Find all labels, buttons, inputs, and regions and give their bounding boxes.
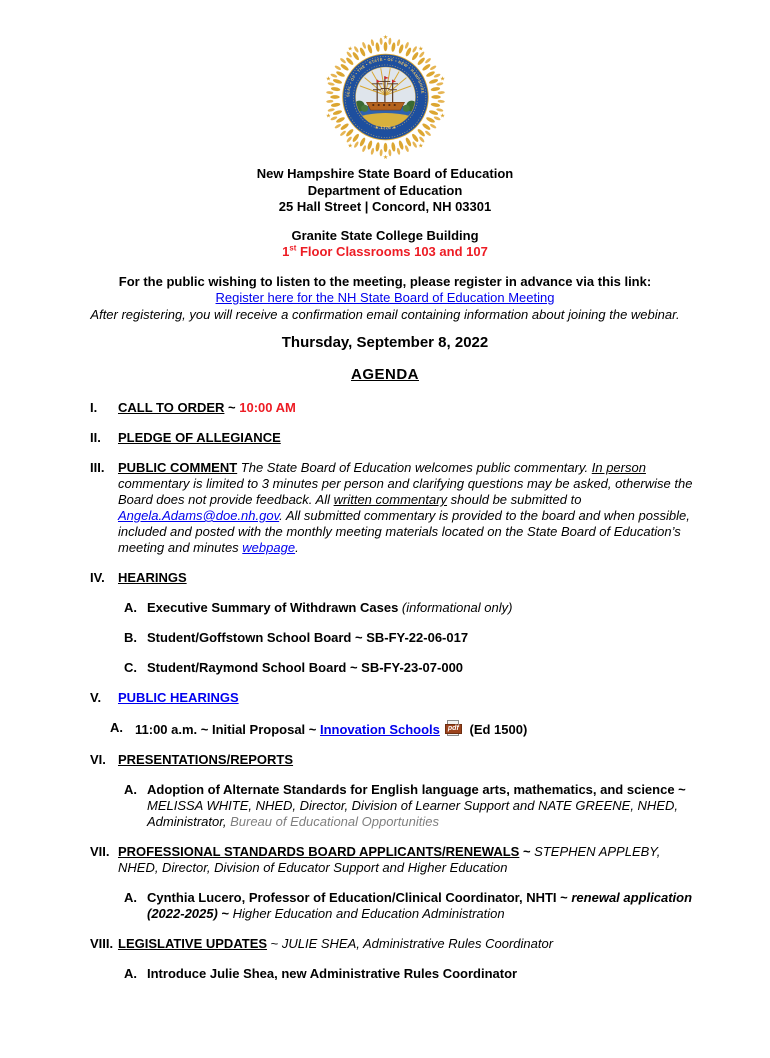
seal-star: ★: [382, 35, 388, 42]
sub-item-letter: A.: [124, 890, 137, 905]
sub-item-letter: A.: [124, 600, 137, 615]
text-run: 11:00 a.m. ~ Initial Proposal ~: [135, 722, 320, 737]
sub-item-text: [147, 966, 695, 982]
sub-item-letter: A.: [124, 782, 137, 797]
org-address-line: 25 Hall Street | Concord, NH 03301: [278, 199, 492, 214]
text-run: (informational only): [401, 600, 513, 615]
agenda-sub-item: [110, 720, 695, 738]
agenda-title: AGENDA: [350, 366, 419, 383]
text-run: Student/Raymond School Board ~ SB-FY-23-07-000: [147, 660, 464, 675]
text-run: ~: [519, 844, 535, 859]
register-instruction: For the public wishing to listen to the meeting, please register in advance via this link:: [118, 273, 652, 289]
text-run: The State Board of Education welcomes public commentary.: [240, 460, 592, 475]
text-run: PRESENTATIONS/REPORTS: [118, 752, 294, 767]
seal-star: ★: [382, 155, 388, 160]
webpage-link[interactable]: webpage: [242, 540, 296, 555]
text-run: ~: [217, 906, 233, 921]
agenda-item-body: [118, 570, 695, 676]
seal-star: ★: [325, 113, 331, 120]
text-run: .: [295, 540, 299, 555]
text-run: Floor Classrooms 103 and 107: [296, 244, 488, 259]
agenda-item-numeral: II.: [90, 430, 101, 445]
text-run: renewal application (2022-2025): [147, 890, 693, 921]
seal-star: ★: [439, 76, 445, 83]
agenda-item-numeral: VI.: [90, 752, 106, 767]
agenda-item-body: [118, 844, 695, 922]
text-run: Higher Education and Education Administration: [232, 906, 505, 921]
agenda-item-public-hearings: [90, 690, 695, 738]
text-run: ~: [267, 936, 282, 951]
agenda-sub-item: [124, 600, 695, 616]
sub-item-text: [147, 660, 695, 676]
sub-item-letter: A.: [110, 720, 123, 735]
agenda-item-body: [110, 690, 695, 738]
text-run: Adoption of Alternate Standards for English language arts, mathematics, and science ~: [147, 782, 686, 797]
sub-item-text: [147, 600, 695, 616]
agenda-sub-item: [124, 782, 695, 830]
text-run: ~: [224, 400, 240, 415]
text-run: PROFESSIONAL STANDARDS BOARD APPLICANTS/RENEWALS: [118, 844, 520, 859]
text-run: 1: [282, 244, 290, 259]
agenda-sub-item: [124, 966, 695, 982]
text-run: STEPHEN APPLEBY, NHED, Director, Division of Educator Support and Higher Education: [118, 844, 661, 875]
pdf-label: pdf: [445, 724, 462, 734]
text-run: written commentary: [333, 492, 448, 507]
text-run: PUBLIC COMMENT: [118, 460, 238, 475]
sub-item-letter: A.: [124, 966, 137, 981]
email-link[interactable]: Angela.Adams@doe.nh.gov: [118, 508, 280, 523]
seal-star: ★: [347, 143, 353, 150]
seal-star: ★: [325, 76, 331, 83]
text-run: In person: [591, 460, 646, 475]
agenda-item-body: [118, 460, 695, 556]
building-name: Granite State College Building: [291, 227, 479, 243]
text-run: Student/Goffstown School Board ~ SB-FY-22-06-017: [147, 630, 469, 645]
text-run: LEGISLATIVE UPDATES: [118, 936, 268, 951]
sub-item-text: [147, 782, 695, 830]
location-block: [0, 228, 770, 261]
agenda-item-call-to-order: [90, 400, 695, 416]
agenda-item-numeral: V.: [90, 690, 102, 705]
agenda-item-presentations-reports: [90, 752, 695, 830]
agenda-item-pledge-of-allegiance: [90, 430, 695, 446]
agenda-item-body: [118, 400, 695, 416]
seal-star: ★: [417, 46, 423, 53]
text-run: PLEDGE OF ALLEGIANCE: [118, 430, 281, 445]
text-run: (Ed 1500): [465, 722, 528, 737]
text-run: st: [289, 243, 297, 253]
seal-star: ★: [439, 113, 445, 120]
text-run: HEARINGS: [118, 570, 187, 585]
org-dept-line: Department of Education: [307, 182, 463, 198]
agenda-item-text: [118, 752, 695, 768]
agenda-item-numeral: VIII.: [90, 936, 114, 951]
text-run: should be submitted to: [447, 492, 582, 507]
text-run: JULIE SHEA, Administrative Rules Coordinator: [281, 936, 554, 951]
agenda-item-text: [118, 570, 695, 586]
agenda-item-text: [118, 844, 695, 876]
agenda-item-body: [118, 936, 695, 982]
sub-item-text: [147, 630, 695, 646]
text-run: Cynthia Lucero, Professor of Education/Clinical Coordinator, NHTI ~: [147, 890, 572, 905]
register-note: After registering, you will receive a confirmation email containing information about joining the webinar.: [90, 306, 680, 322]
agenda-sub-item: [124, 890, 695, 922]
seal-star: ★: [417, 143, 423, 150]
sub-item-text: [135, 720, 695, 738]
agenda-item-public-comment: [90, 460, 695, 556]
seal-year-text: ★ 1776 ★: [374, 126, 396, 132]
agenda-item-numeral: VII.: [90, 844, 110, 859]
text-run: Bureau of Educational Opportunities: [230, 814, 439, 829]
sub-item-letter: C.: [124, 660, 137, 675]
text-run: 10:00 AM: [239, 400, 296, 415]
agenda-item-text: [118, 936, 695, 952]
text-run: commentary is limited to 3 minutes per person and clarifying questions may be asked, otherwise the Board does not provide feedback. All: [118, 476, 693, 507]
agenda-item-professional-standards-board: [90, 844, 695, 922]
agenda-sub-item: [124, 660, 695, 676]
text-run: . All submitted commentary is provided to the board and when possible, included and posted with the monthly meeting materials located on the State Board of Education’s meeting and minutes: [118, 508, 690, 555]
register-link[interactable]: Register here for the NH State Board of Education Meeting: [215, 290, 555, 305]
agenda-item-numeral: IV.: [90, 570, 105, 585]
agenda-item-text: [118, 690, 695, 706]
sub-item-letter: B.: [124, 630, 137, 645]
agenda-item-body: [118, 752, 695, 830]
agenda-item-legislative-updates: [90, 936, 695, 982]
innovation-schools-link[interactable]: Innovation Schools: [319, 722, 440, 737]
nh-state-seal: [320, 34, 451, 160]
floor-classrooms-line: [0, 244, 770, 261]
agenda-item-text: [118, 430, 695, 446]
agenda-item-body: [118, 430, 695, 446]
agenda-item-hearings: [90, 570, 695, 676]
text-run: MELISSA WHITE, NHED, Director, Division of Learner Support and NATE GREENE, NHED, Administrator,: [147, 798, 678, 829]
public-hearings-link[interactable]: PUBLIC HEARINGS: [118, 690, 239, 705]
document-page: [0, 34, 770, 1058]
agenda-item-text: [118, 400, 695, 416]
seal-star: ★: [347, 46, 353, 53]
text-run: Introduce Julie Shea, new Administrative Rules Coordinator: [147, 966, 518, 981]
agenda-list: [0, 384, 770, 982]
document-header: [0, 166, 770, 216]
sub-item-text: [147, 890, 695, 922]
agenda-item-numeral: III.: [90, 460, 105, 475]
agenda-sub-item: [124, 630, 695, 646]
agenda-item-text: [118, 460, 695, 556]
registration-block: [0, 274, 770, 324]
org-name-line: New Hampshire State Board of Education: [256, 166, 514, 181]
text-run: Executive Summary of Withdrawn Cases: [147, 600, 402, 615]
text-run: CALL TO ORDER: [118, 400, 225, 415]
meeting-date: Thursday, September 8, 2022: [281, 334, 489, 351]
agenda-item-numeral: I.: [90, 400, 98, 415]
seal-ring-text: SEAL • OF • THE • STATE • OF • NEW • HAMPSHIRE: [344, 56, 426, 98]
pdf-icon[interactable]: [445, 720, 460, 737]
